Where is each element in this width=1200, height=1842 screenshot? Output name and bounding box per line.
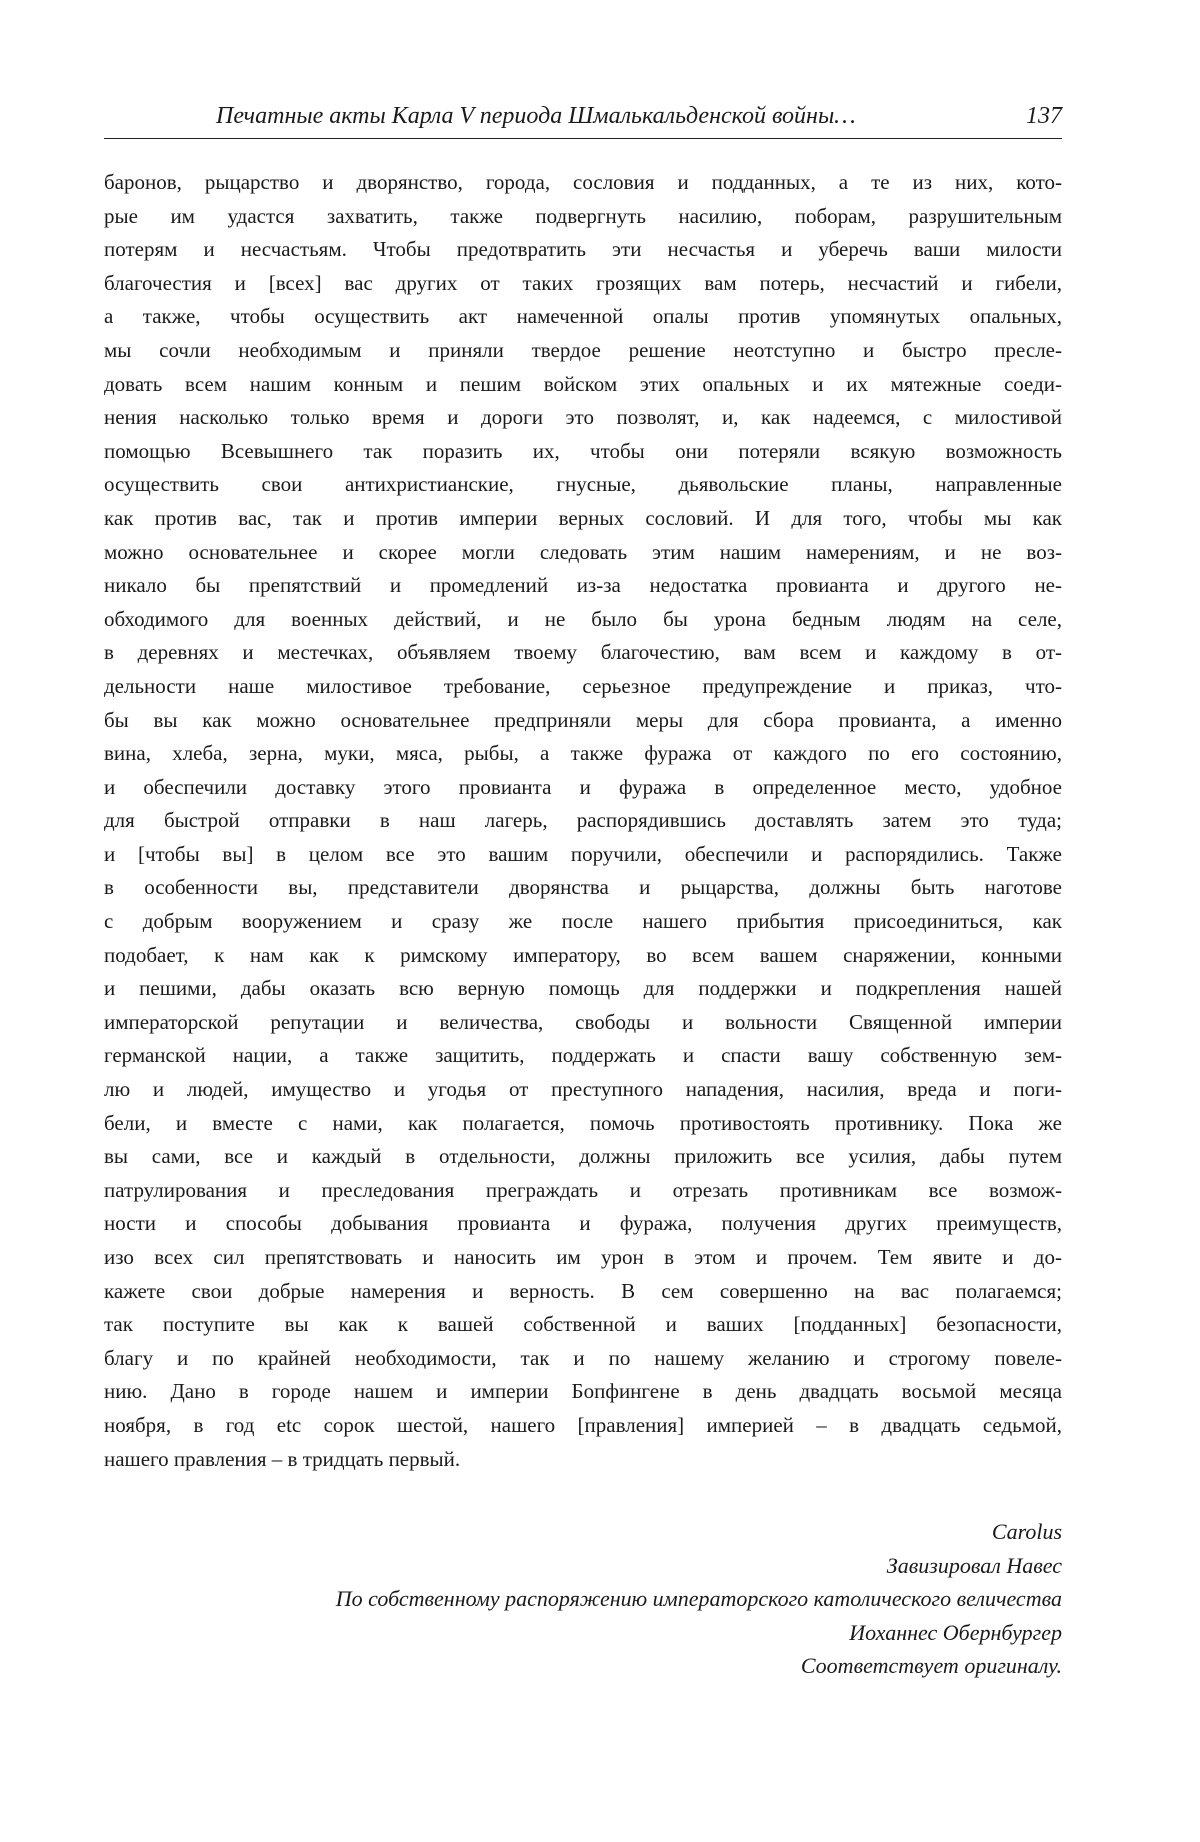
text-line: нию. Дано в городе нашем и империи Бопфингене в день двадцать восьмой месяца — [104, 1379, 1062, 1404]
text-line: ноября, в год etc сорок шестой, нашего [правления] империей – в двадцать седьмой, — [104, 1412, 1062, 1437]
text-line: довать всем нашим конным и пешим войском этих опальных и их мятежные соеди- — [104, 371, 1062, 396]
text-line: вы сами, все и каждый в отдельности, должны приложить все усилия, дабы путем — [104, 1144, 1062, 1169]
text-line: нения насколько только время и дороги это позволят, и, как надеемся, с милостивой — [104, 405, 1062, 430]
text-line: никало бы препятствий и промедлений из-за недостатка провианта и другого не- — [104, 573, 1062, 598]
text-line: дельности наше милостивое требование, серьезное предупреждение и приказ, что- — [104, 673, 1062, 698]
body-text — [104, 166, 1062, 1476]
text-line: осуществить свои антихристианские, гнусные, дьявольские планы, направленные — [104, 472, 1062, 497]
text-line: вина, хлеба, зерна, муки, мяса, рыбы, а также фуража от каждого по его состоянию, — [104, 741, 1062, 766]
text-line: для быстрой отправки в наш лагерь, распорядившись доставлять затем это туда; — [104, 808, 1062, 833]
text-line: мы сочли необходимым и приняли твердое решение неотступно и быстро пресле- — [104, 337, 1062, 362]
text-line: лю и людей, имущество и угодья от преступного нападения, насилия, вреда и поги- — [104, 1077, 1062, 1102]
text-line: благочестия и [всех] вас других от таких грозящих вам потерь, несчастий и гибели, — [104, 270, 1062, 295]
text-line: изо всех сил препятствовать и наносить им урон в этом и прочем. Тем явите и до- — [104, 1245, 1062, 1269]
signature-obernburger: Иоханнес Обернбургер — [849, 1619, 1062, 1645]
text-line: кажете свои добрые намерения и верность. В сем совершенно на вас полагаемся; — [104, 1278, 1062, 1303]
signature-carolus: Carolus — [991, 1519, 1062, 1544]
text-line: патрулирования и преследования преграждать и отрезать противникам все возмож- — [104, 1177, 1062, 1202]
signature-endorsement: Завизировал Навес — [886, 1552, 1062, 1578]
header-rule — [104, 138, 1062, 139]
text-line: помощью Всевышнего так поразить их, чтобы они потеряли всякую возможность — [104, 438, 1062, 463]
text-line: бы вы как можно основательнее предприняли меры для сбора провианта, а именно — [104, 707, 1062, 732]
signature-block — [104, 1515, 1062, 1683]
text-line: можно основательнее и скорее могли следовать этим нашим намерениям, и не воз- — [104, 539, 1062, 564]
text-line: подобает, к нам как к римскому императору, во всем вашем снаряжении, конными — [104, 942, 1062, 967]
page-number: 137 — [1026, 103, 1062, 129]
text-line: как против вас, так и против империи верных сословий. И для того, чтобы мы как — [104, 505, 1062, 530]
text-line: ности и способы добывания провианта и фуража, получения других преимуществ, — [104, 1211, 1062, 1236]
running-head — [104, 98, 1062, 134]
text-line: баронов, рыцарство и дворянство, города, сословия и подданных, а те из них, кото- — [104, 170, 1062, 194]
text-line: потерям и несчастьям. Чтобы предотвратить эти несчастья и уберечь ваши милости — [104, 237, 1062, 262]
text-line: а также, чтобы осуществить акт намеченной опалы против упомянутых опальных, — [104, 304, 1062, 329]
signature-order-note: По собственному распоряжению императорского католического величества — [335, 1586, 1062, 1611]
text-line: германской нации, а также защитить, поддержать и спасти вашу собственную зем- — [104, 1043, 1062, 1068]
text-line: с добрым вооружением и сразу же после нашего прибытия присоединиться, как — [104, 909, 1062, 934]
text-line: в деревнях и местечках, объявляем твоему благочестию, вам всем и каждому в от- — [104, 640, 1062, 665]
text-line: так поступите вы как к вашей собственной и ваших [подданных] безопасности, — [104, 1312, 1062, 1337]
text-line: и обеспечили доставку этого провианта и фуража в определенное место, удобное — [104, 774, 1062, 799]
text-line: императорской репутации и величества, свободы и вольности Священной империи — [104, 1009, 1062, 1034]
text-line: бели, и вместе с нами, как полагается, помочь противостоять противнику. Пока же — [104, 1110, 1062, 1135]
signature-certification: Соответствует оригиналу. — [800, 1653, 1062, 1678]
text-line: нашего правления – в тридцать первый. — [104, 1446, 461, 1471]
text-line: в особенности вы, представители дворянства и рыцарства, должны быть наготове — [104, 875, 1062, 900]
text-line: благу и по крайней необходимости, так и по нашему желанию и строгому повеле- — [104, 1345, 1062, 1370]
text-line: и пешими, дабы оказать всю верную помощь для поддержки и подкрепления нашей — [104, 976, 1062, 1001]
text-line: обходимого для военных действий, и не было бы урона бедным людям на селе, — [104, 606, 1062, 631]
text-line: рые им удастся захватить, также подвергнуть насилию, поборам, разрушительным — [104, 203, 1062, 228]
running-title: Печатные акты Карла V периода Шмалькальденской войны… — [216, 103, 856, 129]
text-line: и [чтобы вы] в целом все это вашим поручили, обеспечили и распорядились. Также — [104, 841, 1062, 866]
